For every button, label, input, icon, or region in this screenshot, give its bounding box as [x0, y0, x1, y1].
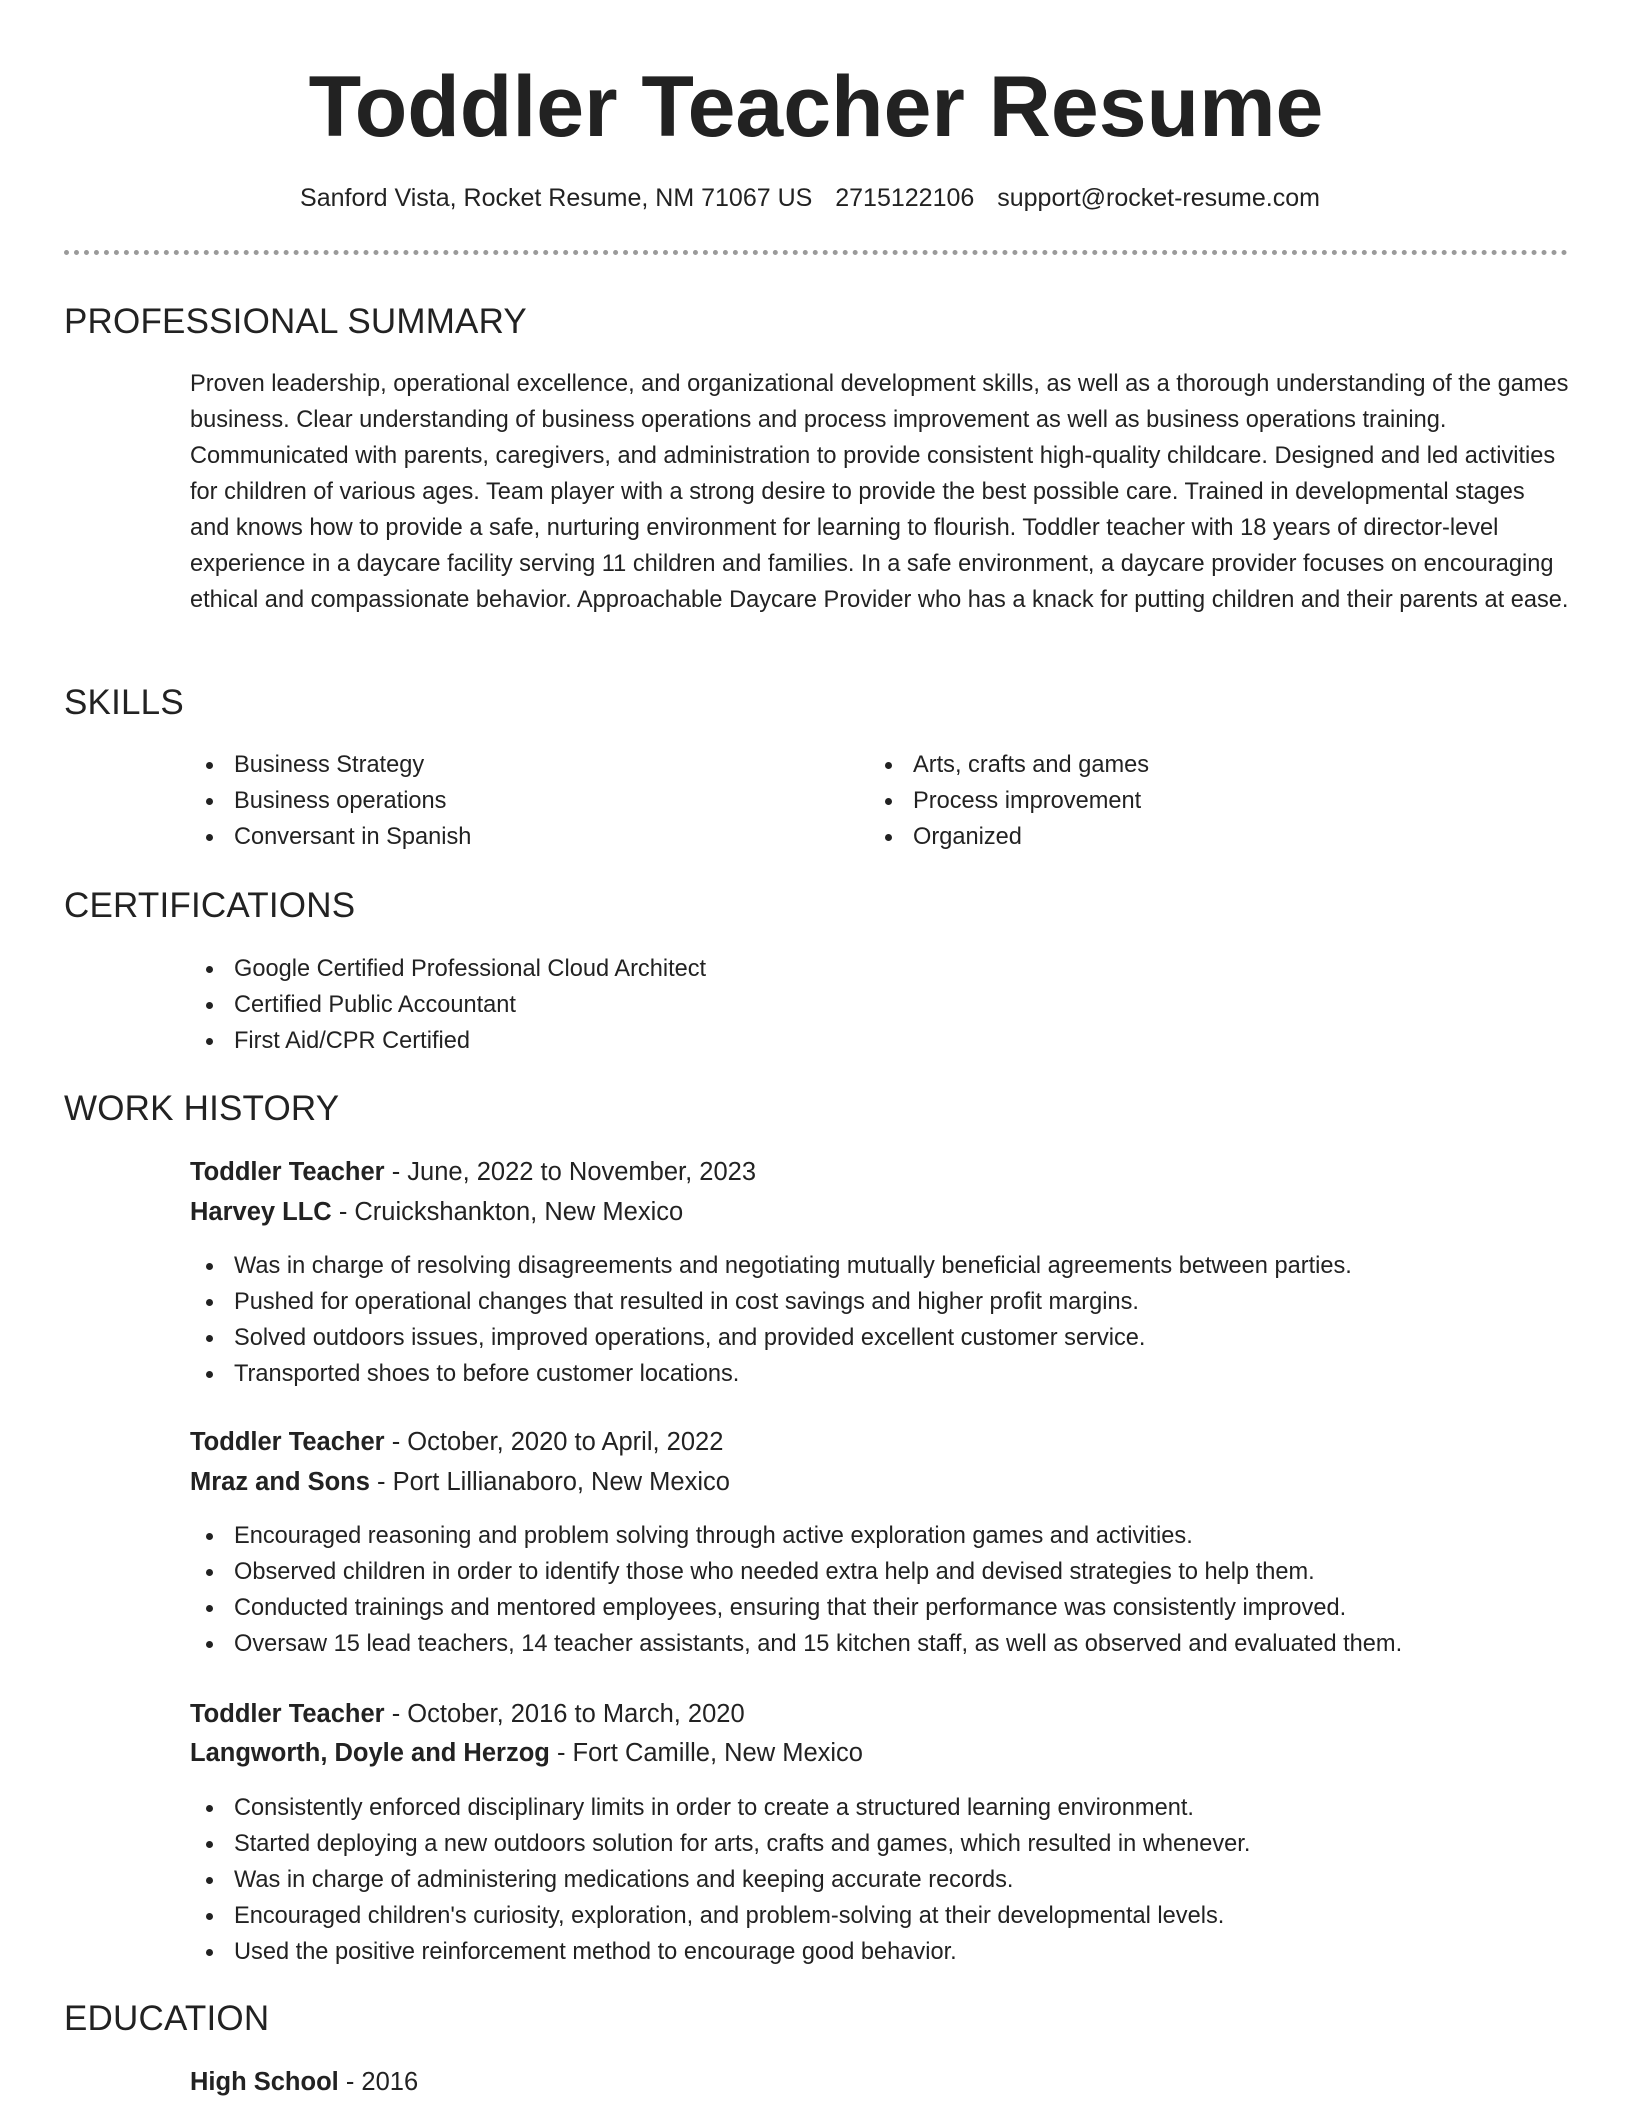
job-company-line: [190, 1734, 863, 1772]
certifications-heading: CERTIFICATIONS: [64, 886, 356, 925]
contact-email: support@rocket-resume.com: [997, 184, 1320, 212]
job-duty-item: Was in charge of administering medications and keeping accurate records.: [190, 1862, 1250, 1898]
job-duty-item: Consistently enforced disciplinary limits in order to create a structured learning environment.: [190, 1790, 1250, 1826]
job-duties-list: [190, 1518, 1402, 1662]
job-title: Toddler Teacher: [190, 1700, 385, 1728]
summary-text: Proven leadership, operational excellence, and organizational development skills, as well as a thorough understanding of the games business. Clear understanding of business operations and process improvement as well as business operations training. Communicated with parents, caregivers, and administration to provide consistent high-quality childcare. Designed and led activities for children of various ages. Team player with a strong desire to provide the best possible care. Trained in developmental stages and knows how to provide a safe, nurturing environment for learning to flourish. Toddler teacher with 18 years of director-level experience in a daycare facility serving 11 children and families. In a safe environment, a daycare provider focuses on encouraging ethical and compassionate behavior. Approachable Daycare Provider who has a knack for putting children and their parents at ease.: [190, 371, 1569, 613]
job-company-line: [190, 1193, 683, 1231]
job-dates: - October, 2016 to March, 2020: [384, 1700, 745, 1728]
job-duty-item: Transported shoes to before customer locations.: [190, 1356, 1352, 1392]
job-duties-list: [190, 1790, 1250, 1970]
job-location: - Cruickshankton, New Mexico: [331, 1198, 684, 1226]
job-company: Mraz and Sons: [190, 1468, 370, 1496]
education-line: [190, 2063, 418, 2101]
job-title-line: [190, 1423, 723, 1461]
job-duty-item: Pushed for operational changes that resulted in cost savings and higher profit margins.: [190, 1284, 1352, 1320]
job-location: - Port Lillianaboro, New Mexico: [369, 1468, 730, 1496]
certification-item: First Aid/CPR Certified: [190, 1023, 706, 1059]
skills-list-right: [869, 747, 1149, 855]
education-year: - 2016: [338, 2068, 419, 2096]
header-divider: [64, 250, 1568, 255]
skills-list-left: [190, 747, 471, 855]
contact-address: Sanford Vista, Rocket Resume, NM 71067 US: [300, 184, 813, 212]
job-title-line: [190, 1153, 756, 1191]
job-title: Toddler Teacher: [190, 1158, 385, 1186]
job-company: Langworth, Doyle and Herzog: [190, 1739, 550, 1767]
job-duty-item: Oversaw 15 lead teachers, 14 teacher assistants, and 15 kitchen staff, as well as observed and evaluated them.: [190, 1626, 1402, 1662]
job-duty-item: Observed children in order to identify those who needed extra help and devised strategies to help them.: [190, 1554, 1402, 1590]
job-duty-item: Conducted trainings and mentored employees, ensuring that their performance was consistently improved.: [190, 1590, 1402, 1626]
job-location: - Fort Camille, New Mexico: [549, 1739, 863, 1767]
job-dates: - October, 2020 to April, 2022: [384, 1428, 724, 1456]
job-duty-item: Used the positive reinforcement method to encourage good behavior.: [190, 1934, 1250, 1970]
contact-line: [0, 181, 1620, 215]
skill-item: Arts, crafts and games: [869, 747, 1149, 783]
job-company-line: [190, 1463, 730, 1501]
job-duty-item: Encouraged reasoning and problem solving through active exploration games and activities.: [190, 1518, 1402, 1554]
job-title-line: [190, 1695, 745, 1733]
contact-phone: 2715122106: [835, 184, 975, 212]
certification-item: Google Certified Professional Cloud Architect: [190, 951, 706, 987]
education-degree: High School: [190, 2068, 339, 2096]
job-duty-item: Was in charge of resolving disagreements and negotiating mutually beneficial agreements between parties.: [190, 1248, 1352, 1284]
skill-item: Business Strategy: [190, 747, 471, 783]
skill-item: Organized: [869, 819, 1149, 855]
skill-item: Process improvement: [869, 783, 1149, 819]
resume-title: Toddler Teacher Resume: [308, 59, 1324, 155]
certification-item: Certified Public Accountant: [190, 987, 706, 1023]
skill-item: Business operations: [190, 783, 471, 819]
job-dates: - June, 2022 to November, 2023: [384, 1158, 757, 1186]
job-duties-list: [190, 1248, 1352, 1392]
job-duty-item: Solved outdoors issues, improved operations, and provided excellent customer service.: [190, 1320, 1352, 1356]
education-heading: EDUCATION: [64, 1999, 270, 2038]
job-company: Harvey LLC: [190, 1198, 332, 1226]
certifications-list: [190, 951, 706, 1059]
summary-heading: PROFESSIONAL SUMMARY: [64, 302, 527, 341]
job-duty-item: Started deploying a new outdoors solution for arts, crafts and games, which resulted in whenever.: [190, 1826, 1250, 1862]
job-title: Toddler Teacher: [190, 1428, 385, 1456]
job-duty-item: Encouraged children's curiosity, exploration, and problem-solving at their developmental levels.: [190, 1898, 1250, 1934]
skills-heading: SKILLS: [64, 683, 184, 722]
skill-item: Conversant in Spanish: [190, 819, 471, 855]
work-history-heading: WORK HISTORY: [64, 1089, 340, 1128]
